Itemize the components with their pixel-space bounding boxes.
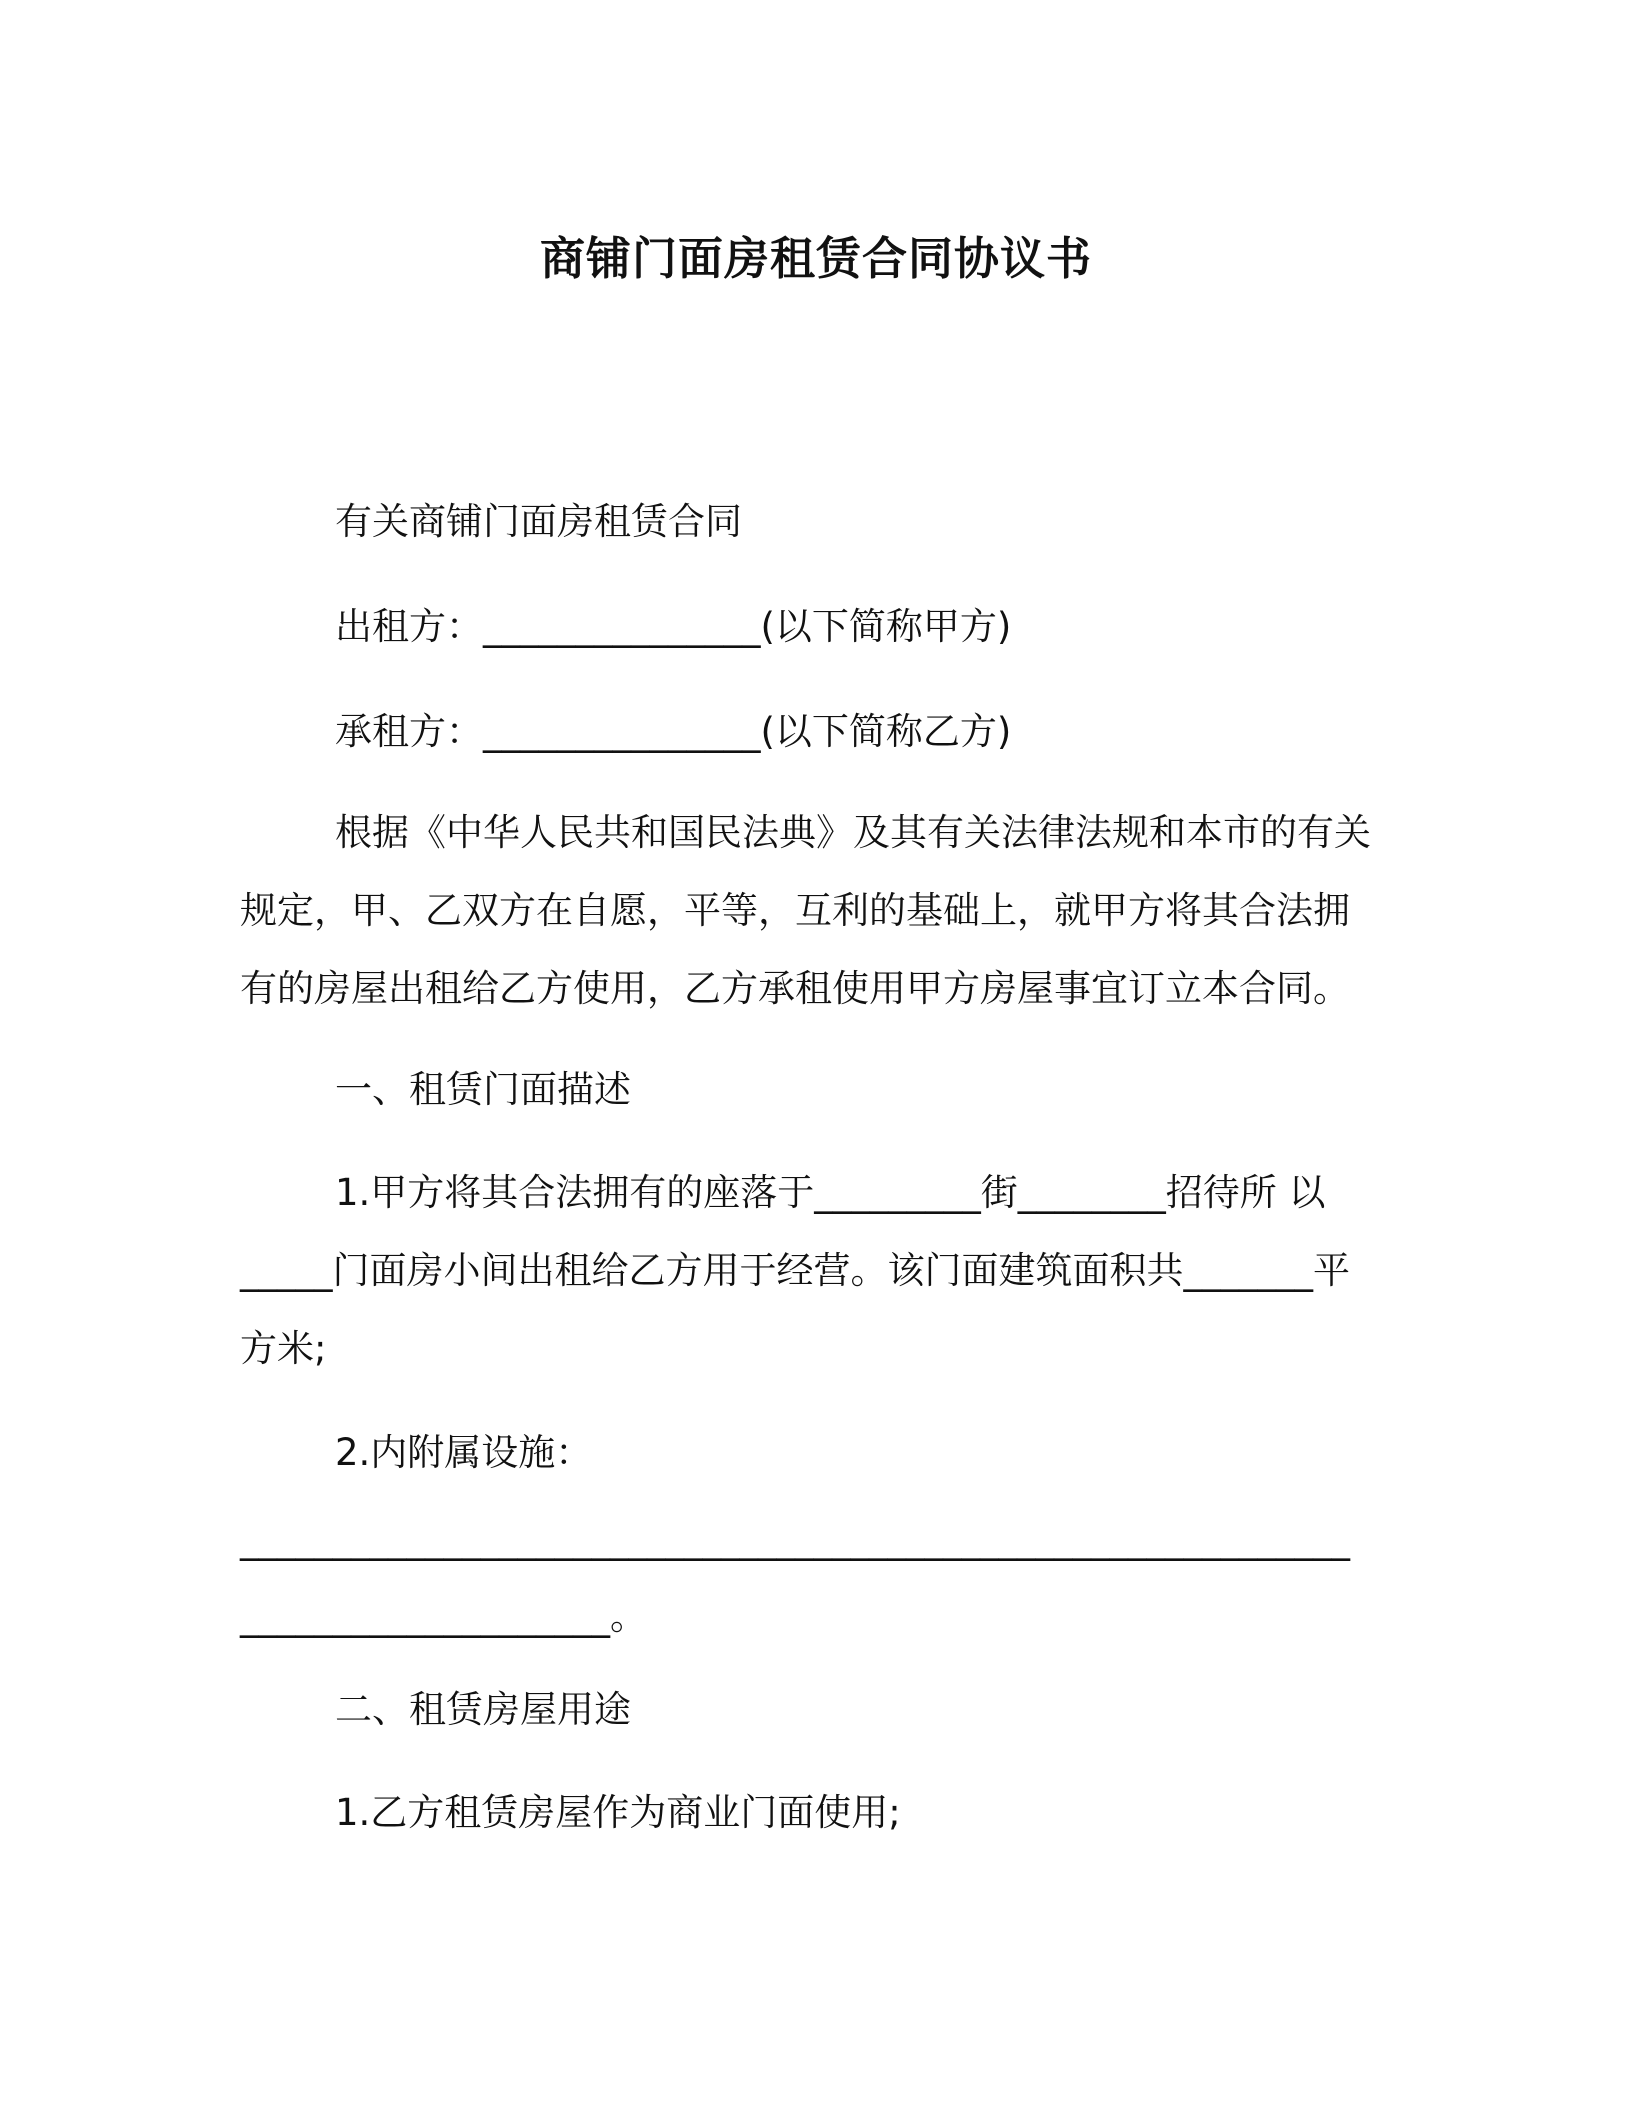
preamble-line-3: 有的房屋出租给乙方使用，乙方承租使用甲方房屋事宜订立本合同。 (240, 967, 1350, 1010)
facilities-blank-line-2: ____________________。 (240, 1595, 647, 1638)
section-2-heading: 二、租赁房屋用途 (335, 1688, 631, 1731)
clause-2-1-line: 1.乙方租赁房屋作为商业门面使用; (335, 1791, 901, 1834)
section-1-heading: 一、租赁门面描述 (335, 1068, 631, 1111)
preamble-line-1: 根据《中华人民共和国民法典》及其有关法律法规和本市的有关 (335, 811, 1371, 854)
clause-1-1-line-3: 方米; (240, 1327, 327, 1370)
document-title: 商铺门面房租赁合同协议书 (539, 232, 1092, 285)
clause-1-1-line-2: _____门面房小间出租给乙方用于经营。该门面建筑面积共_______平 (240, 1249, 1350, 1292)
lessor-line: 出租方：_______________(以下简称甲方) (335, 605, 1012, 648)
facilities-blank-line-1: ____________________________________________________________ (240, 1518, 1350, 1561)
clause-1-2-line-1: 2.内附属设施： (335, 1431, 593, 1474)
lessee-line: 承租方：_______________(以下简称乙方) (335, 710, 1012, 753)
subtitle-line: 有关商铺门面房租赁合同 (335, 500, 742, 543)
clause-1-1-line-1: 1.甲方将其合法拥有的座落于_________街________招待所 以 (335, 1171, 1326, 1214)
preamble-line-2: 规定，甲、乙双方在自愿，平等，互利的基础上，就甲方将其合法拥 (240, 889, 1350, 932)
